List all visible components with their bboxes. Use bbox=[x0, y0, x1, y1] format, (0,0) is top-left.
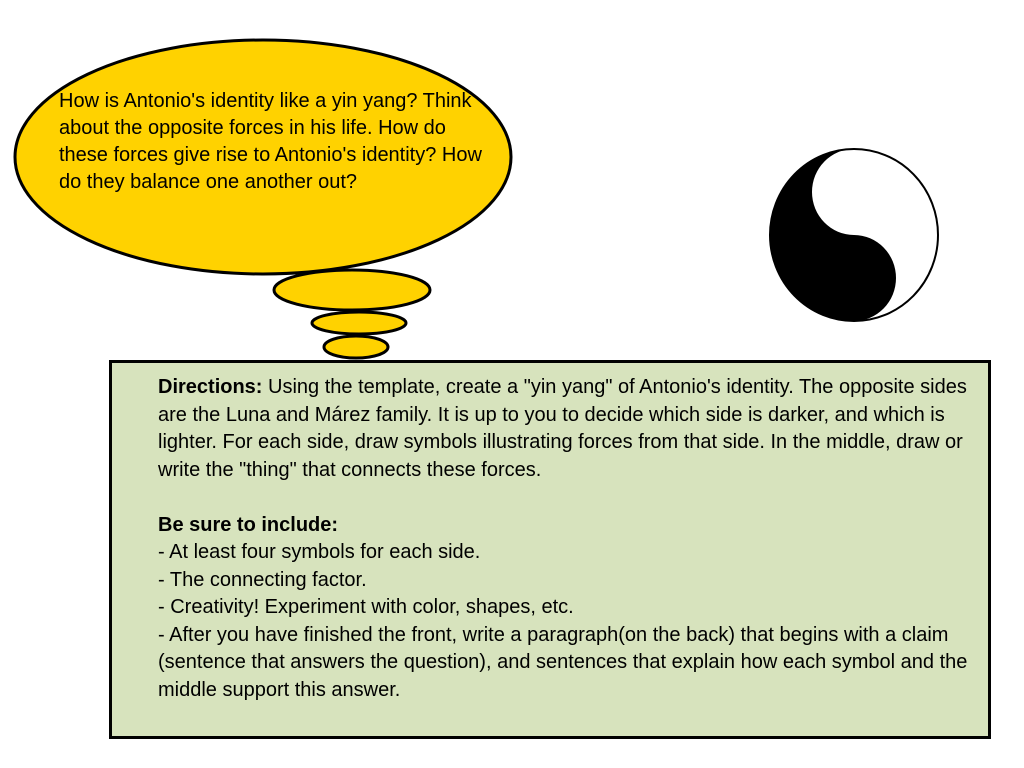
directions-heading: Directions: bbox=[158, 376, 263, 398]
yin-yang-icon bbox=[767, 146, 941, 324]
include-item-creativity: - Creativity! Experiment with color, shapes, etc. bbox=[158, 596, 574, 618]
directions-paragraph bbox=[158, 374, 978, 484]
thought-bubble-tail-large bbox=[274, 270, 430, 310]
include-item-connecting-factor: - The connecting factor. bbox=[158, 568, 367, 591]
spacer bbox=[158, 484, 978, 512]
question-text: How is Antonio's identity like a yin yang? Think about the opposite forces in his life. How do these forces give rise to Antonio's identity? How do they balance one another out? bbox=[59, 90, 482, 193]
include-item-paragraph: - After you have finished the front, write a paragraph(on the back) that begins with a claim (sentence that answers the question), and sentences that explain how each symbol and the middle support this answer. bbox=[158, 623, 968, 701]
include-item-symbols: - At least four symbols for each side. bbox=[158, 541, 481, 563]
include-heading: Be sure to include: bbox=[158, 513, 339, 536]
thought-bubble-tail-medium bbox=[312, 312, 406, 334]
thought-bubble-tail-small bbox=[324, 336, 388, 358]
directions-box bbox=[109, 360, 991, 739]
directions-content bbox=[158, 374, 978, 704]
directions-body: Using the template, create a "yin yang" of Antonio's identity. The opposite sides are the Luna and Márez family. It is up to you to decide which side is darker, and which is lighter. For each side, draw symbols illustrating forces from that side. In the middle, draw or write the "thing" that connects these forces. bbox=[158, 376, 967, 481]
